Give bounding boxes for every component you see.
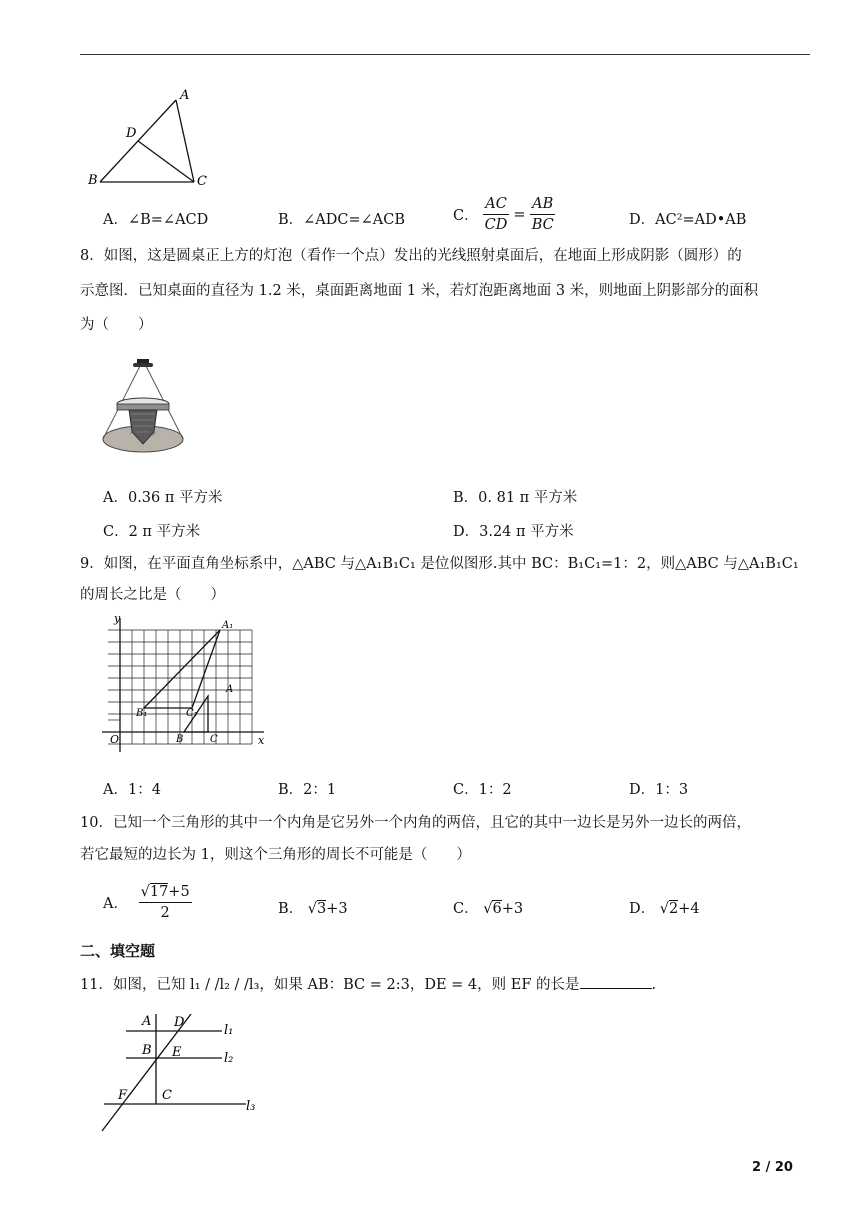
frac-denominator: CD: [484, 217, 508, 233]
q10-line-1: 10．已知一个三角形的其中一个内角是它另外一个内角的两倍，且它的其中一边长是另外一边长的两倍，: [80, 815, 751, 831]
q8-line-2: 示意图．已知桌面的直径为 1.2 米，桌面距离地面 1 米，若灯泡距离地面 3 米，则地面上阴影部分的面积: [80, 283, 759, 299]
q9-line-1: 9．如图，在平面直角坐标系中，△ABC 与△A₁B₁C₁ 是位似图形.其中 BC：B₁C₁=1：2，则△ABC 与△A₁B₁C₁: [80, 556, 799, 572]
label-x: x: [258, 734, 265, 747]
q10-option-d-prefix: D．: [629, 901, 656, 917]
label-b: B: [176, 734, 184, 745]
q10-option-d: D． √2+4: [629, 901, 700, 917]
coordinate-grid-figure: [98, 612, 270, 752]
label-y: y: [114, 612, 121, 625]
radicand: 3: [317, 901, 327, 917]
q8-option-b: B．0. 81 π 平方米: [453, 490, 578, 506]
q7-option-a: A．∠B=∠ACD: [103, 212, 209, 228]
q8-line-3: 为（ ）: [80, 317, 153, 333]
label-c: C: [210, 734, 218, 745]
q7-option-d: D．AC²=AD•AB: [629, 212, 747, 228]
q9-option-b: B．2：1: [278, 782, 337, 798]
lamp-table-figure: [100, 356, 186, 458]
label-l1: l₁: [224, 1023, 234, 1038]
q7-option-b: B．∠ADC=∠ACB: [278, 212, 406, 228]
label-e: E: [172, 1045, 182, 1060]
q10-option-b-prefix: B．: [278, 901, 304, 917]
label-l2: l₂: [224, 1051, 234, 1066]
fraction-ab-bc: [530, 196, 555, 233]
q9-option-a: A．1：4: [103, 782, 161, 798]
label-a: A: [226, 684, 234, 695]
q7-option-c: C． $\frac{AC}{CD}$ = $\frac{AB}{BC}$: [453, 196, 554, 233]
q10-option-b: B． √3+3: [278, 901, 348, 917]
page-number: 2 / 20: [752, 1160, 793, 1175]
label-b1: B₁: [136, 708, 148, 719]
q8-option-a: A．0.36 π 平方米: [103, 490, 223, 506]
q8-option-d: D．3.24 π 平方米: [453, 524, 574, 540]
q9-option-d: D．1：3: [629, 782, 689, 798]
q7-option-c-prefix: C．: [453, 208, 479, 224]
q10-line-2: 若它最短的边长为 1，则这个三角形的周长不可能是（ ）: [80, 847, 471, 863]
frac-denominator: BC: [531, 217, 554, 233]
addend: +5: [168, 884, 190, 900]
triangle-figure-q7: [86, 86, 216, 191]
radicand: 6: [492, 901, 502, 917]
label-d: D: [126, 126, 137, 141]
fraction-sqrt17-plus5-over2: [139, 884, 192, 921]
fraction-ac-cd: [483, 196, 509, 233]
label-c: C: [197, 174, 207, 189]
label-a1: A₁: [222, 620, 234, 631]
frac-numerator: √17+5: [139, 884, 192, 903]
radicand: 17: [149, 884, 169, 900]
label-b: B: [142, 1043, 152, 1058]
label-a: A: [180, 88, 190, 103]
label-f: F: [118, 1088, 128, 1103]
parallel-lines-figure: [96, 1006, 261, 1136]
q11-text-end: .: [651, 977, 657, 993]
addend: +3: [501, 901, 524, 917]
q11-text: [80, 974, 656, 995]
addend: +3: [326, 901, 348, 917]
label-b: B: [88, 173, 98, 188]
frac-numerator: AB: [530, 196, 555, 215]
label-d: D: [174, 1015, 185, 1030]
q8-option-c: C．2 π 平方米: [103, 524, 201, 540]
addend: +4: [678, 901, 700, 917]
label-a: A: [142, 1014, 152, 1029]
radicand: 2: [669, 901, 679, 917]
q10-option-c-prefix: C．: [453, 901, 479, 917]
label-l3: l₃: [246, 1099, 256, 1114]
triangles: [144, 630, 220, 732]
label-c: C: [162, 1088, 172, 1103]
q10-option-a: [103, 884, 192, 921]
header-rule: [80, 54, 810, 55]
label-c1: C₁: [186, 708, 198, 719]
q8-line-1: 8．如图，这是圆桌正上方的灯泡（看作一个点）发出的光线照射桌面后，在地面上形成阴影（圆形）的: [80, 248, 742, 264]
q10-option-c: C． √6+3: [453, 901, 524, 917]
frac-denominator: 2: [160, 905, 170, 921]
q9-option-c: C．1：2: [453, 782, 512, 798]
q10-option-a-prefix: A．: [103, 896, 128, 912]
label-o: O: [110, 733, 120, 746]
answer-blank: [580, 974, 652, 989]
q11-text-main: 11．如图，已知 l₁ / /l₂ / /l₃，如果 AB：BC = 2:3，DE = 4，则 EF 的长是: [80, 977, 580, 993]
section-title: 二、填空题: [80, 942, 156, 960]
frac-numerator: AC: [483, 196, 509, 215]
q9-line-2: 的周长之比是（ ）: [80, 587, 225, 603]
